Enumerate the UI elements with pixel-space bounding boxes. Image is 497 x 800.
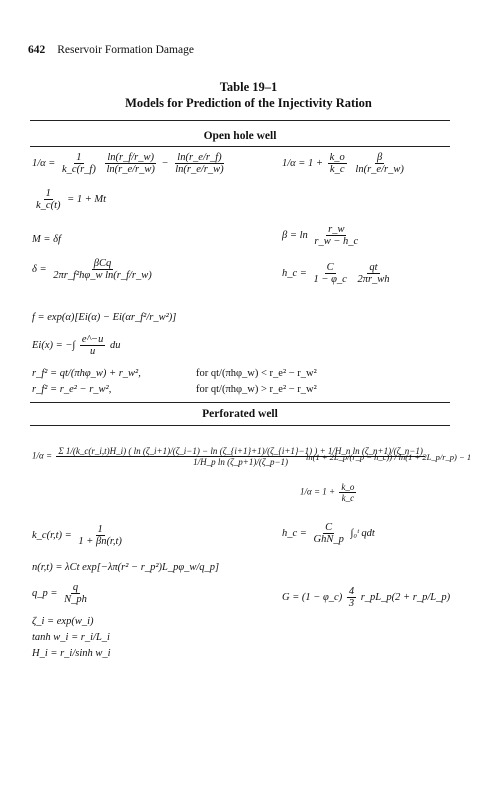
- page-number: 642: [28, 44, 46, 56]
- equation-19: ζ_i = exp(w_i): [32, 616, 94, 627]
- equation-18: G = (1 − φ_c) $\frac{4}{3}$ r_pL_p(2 + r_p/L_p): [282, 586, 451, 609]
- running-title: Reservoir Formation Damage: [57, 44, 194, 56]
- equation-13-ratio: ln(1 + 2L_p/(r_p − h_c)) / ln(1 + 2L_p/r_p) − 1: [306, 452, 472, 462]
- equation-12: 1/α = Σ 1/(k_c(r_i,t)H_i) ( ln (ζ_i+1)/(ζ_i−1) − ln (ζ_{i+1}+1)/(ζ_{i+1}−1) ) + 1/H_n ln (ζ_n+1)/(ζ_n−1) 1/H_p ln (ζ_p+1)/(ζ_p−1): [32, 446, 423, 467]
- equation-4: M = δf: [32, 234, 61, 245]
- table-number: Table 19–1: [219, 80, 278, 94]
- table-rule: [30, 402, 450, 403]
- equation-16: n(r,t) = λCt exp[−λπ(r² − r_p²)L_pφ_w/q_p]: [32, 562, 220, 573]
- equation-10-condition: for qt/(πhφ_w) < r_e² − r_w²: [196, 368, 317, 379]
- equation-2: 1/α = 1 + $\frac{k\_o}{k\_c}$ $\frac{\beta}{\ln(r\_e/r\_w)}$: [282, 152, 404, 175]
- equation-11-condition: for qt/(πhφ_w) > r_e² − r_w²: [196, 384, 317, 395]
- equation-8: f = exp(α)[Ei(α) − Ei(αr_f²/r_w²)]: [32, 312, 177, 323]
- equation-17: q_p = $\frac{q}{N\_ph}$: [32, 582, 87, 605]
- equation-15: h_c = $\frac{C}{\text{GhN\_p}}$ ∫₀ᵗ qdt: [282, 522, 375, 545]
- equation-13: 1/α = 1 + $\frac{k\_o}{k\_c}$: [300, 482, 355, 503]
- equation-1: 1/α = $\frac{1}{k\_c(r\_f)}$ $\frac{\ln(r\_f/r\_w)}{\ln(r\_e/r\_w)}$ − $\frac{\ln(r\_e/r\_f)}{\ln(r\_e/r\_w)}$: [32, 152, 224, 175]
- table-rule: [30, 120, 450, 121]
- equation-20: tanh w_i = r_i/L_i: [32, 632, 110, 643]
- section-perforated: Perforated well: [202, 408, 278, 420]
- equation-21: H_i = r_i/sinh w_i: [32, 648, 111, 659]
- equation-3: $\frac{1}{k\_c(t)}$ = 1 + Mt: [36, 188, 107, 211]
- equation-14: k_c(r,t) = $\frac{1}{1 + \beta n(r,t)}$: [32, 524, 122, 547]
- page-header: [28, 44, 194, 56]
- equation-10: r_f² = qt/(πhφ_w) + r_w²,: [32, 368, 141, 379]
- table-rule: [30, 425, 450, 426]
- table-caption: Models for Prediction of the Injectivity Ration: [125, 96, 372, 110]
- equation-9: Ei(x) = −∫ $\frac{e\^{}-u}{u}$ du: [32, 334, 121, 357]
- equation-7: h_c = $\frac{C}{1 - \varphi\_c}$ $\frac{qt}{2\pi r\_wh}$: [282, 262, 390, 285]
- equation-11: r_f² = r_e² − r_w²,: [32, 384, 112, 395]
- equation-5: β = ln $\frac{r\_w}{r\_w - h\_c}$: [282, 224, 359, 247]
- section-open-hole: Open hole well: [203, 130, 277, 142]
- table-rule: [30, 146, 450, 147]
- equation-6: δ = $\frac{\text{βCq}}{\text{2πr\_f²hφ\_w ln(r\_f/r\_w)}}$: [32, 258, 152, 281]
